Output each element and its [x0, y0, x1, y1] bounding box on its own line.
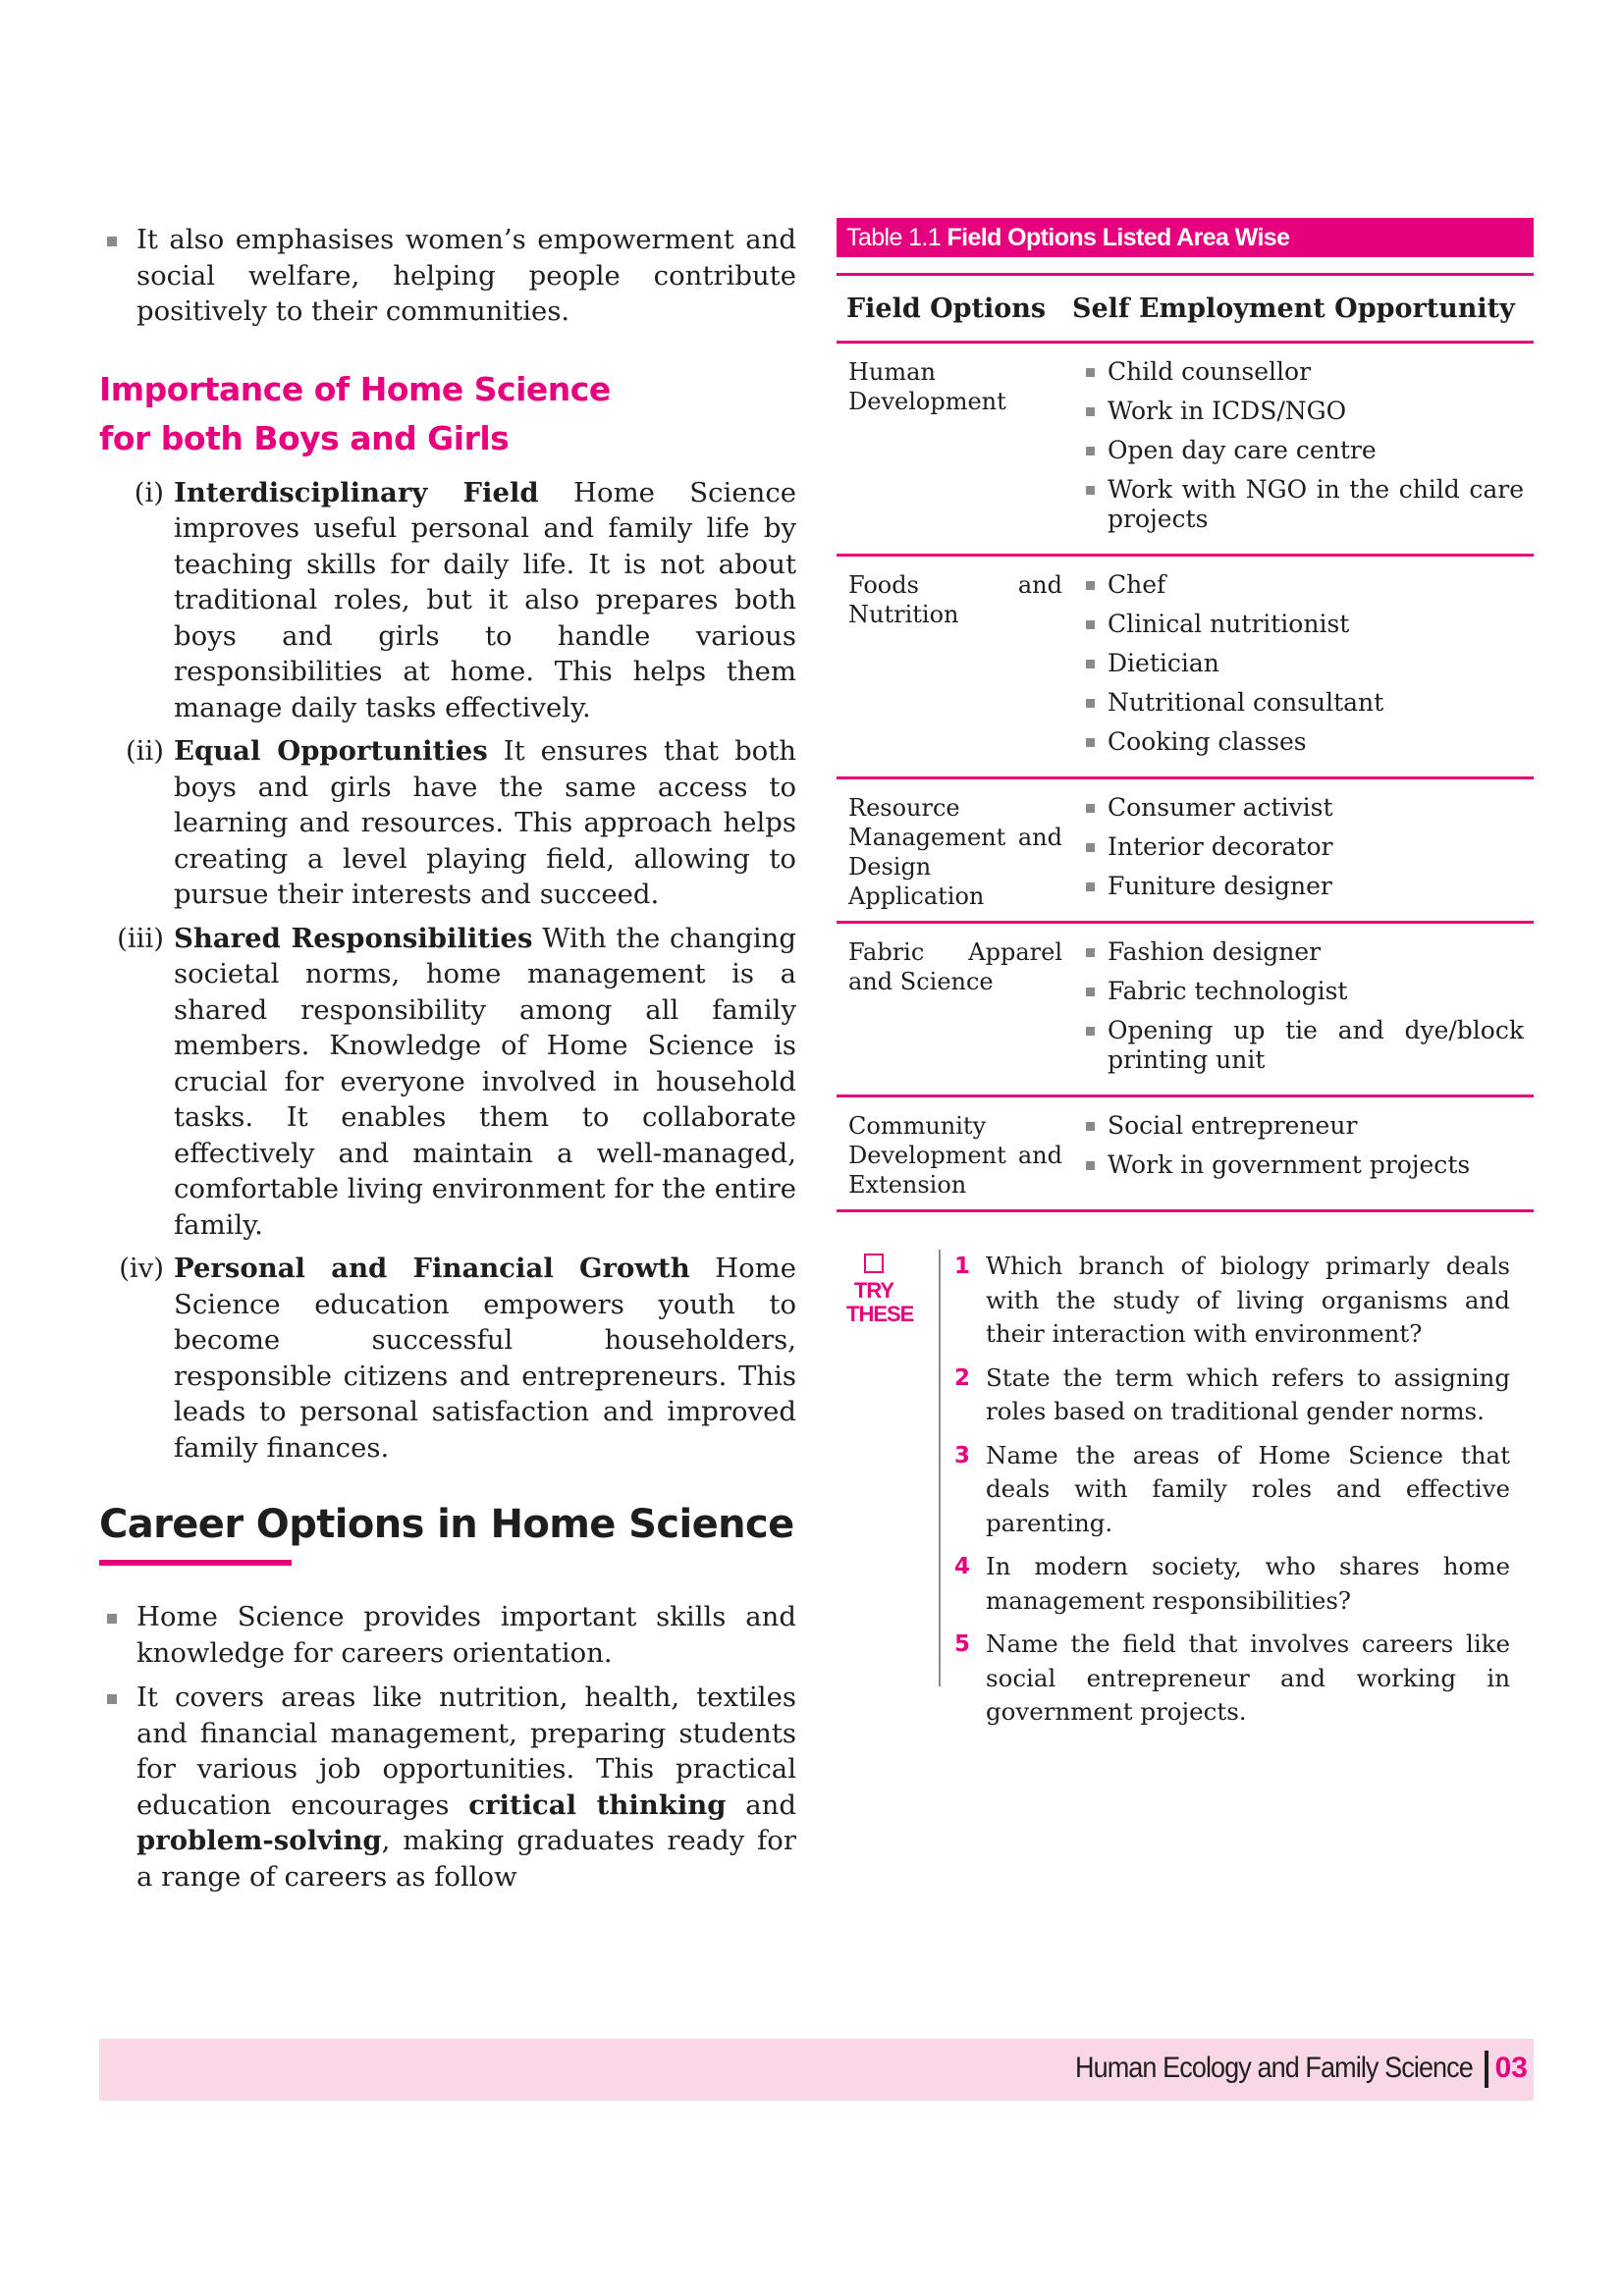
opportunity-text: Work in government projects	[1108, 1150, 1471, 1179]
bullet-square-icon	[1086, 486, 1095, 495]
left-column	[99, 222, 796, 1903]
table-row	[837, 924, 1534, 1095]
question-item	[954, 1628, 1510, 1730]
table-label: Table 1.1	[846, 224, 942, 251]
try-these-box	[837, 1250, 1534, 1726]
bullet-square-icon	[1086, 882, 1095, 891]
opportunity-text: Nutritional consultant	[1108, 688, 1384, 717]
table-header-row	[837, 276, 1534, 341]
opportunity-text: Consumer activist	[1108, 793, 1333, 822]
career-heading-block	[99, 1499, 796, 1566]
item-title: Equal Opportunities	[174, 735, 488, 767]
question-text: State the term which refers to assigning roles based on traditional gender norms.	[986, 1362, 1510, 1425]
field-name: Community Development and Extension	[848, 1112, 1062, 1199]
importance-item	[99, 1251, 796, 1466]
career-bullet-text: , making graduates ready for a range of careers as follow	[136, 1825, 796, 1893]
question-text: Which branch of biology primarly deals with the study of living organisms and their interaction with environment?	[986, 1252, 1510, 1348]
opportunity-text: Dietician	[1108, 649, 1219, 677]
career-bullet-text: Home Science provides important skills and knowledge for careers orientation.	[136, 1601, 796, 1669]
intro-bullet-text: It also emphasises women’s empowerment and social welfare, helping people contribute positively to their communities.	[136, 224, 796, 327]
opportunity-item	[1084, 475, 1524, 534]
career-bold-term: critical thinking	[468, 1789, 727, 1821]
item-title: Personal and Financial Growth	[174, 1253, 690, 1284]
opportunity-item	[1084, 1016, 1524, 1075]
checkbox-square-icon	[864, 1254, 884, 1273]
bullet-square-icon	[1086, 1027, 1095, 1036]
item-number: (iii)	[117, 922, 164, 954]
item-title: Interdisciplinary Field	[174, 476, 539, 508]
importance-item	[99, 921, 796, 1244]
table-header-field: Field Options	[846, 293, 1047, 324]
question-number: 1	[954, 1254, 971, 1279]
opportunity-text: Chef	[1108, 570, 1166, 599]
career-bullet-text: and	[726, 1789, 796, 1821]
item-text: It ensures that both boys and girls have the same access to learning and resources. This approach helps creating a level playing field, allowing to pursue their interests and succeed.	[174, 735, 796, 910]
question-text: Name the areas of Home Science that deals with family roles and effective parenting.	[986, 1440, 1510, 1537]
importance-item	[99, 733, 796, 913]
bullet-square-icon	[1086, 699, 1095, 708]
bullet-square-icon	[1086, 804, 1095, 813]
table-bottom-rule	[837, 1209, 1534, 1212]
item-title: Shared Responsibilities	[174, 922, 533, 954]
table-row	[837, 344, 1534, 554]
opportunity-text: Fashion designer	[1108, 937, 1322, 966]
question-item	[954, 1250, 1510, 1352]
field-name: Human Development	[848, 358, 1006, 415]
opportunity-text: Clinical nutritionist	[1108, 610, 1350, 638]
bullet-square-icon	[1086, 660, 1095, 668]
opportunity-item	[1084, 832, 1524, 862]
career-bold-term: problem-solving	[136, 1825, 382, 1856]
career-bullet-text: It covers areas like nutrition, health, textiles and financial management, preparing students for various job opportunities. This practical education encourages	[136, 1682, 796, 1821]
bullet-square-icon	[1086, 581, 1095, 590]
right-column	[837, 218, 1534, 1726]
bullet-square-icon	[1086, 620, 1095, 629]
table-title: Field Options Listed Area Wise	[947, 224, 1290, 251]
table-row	[837, 1097, 1534, 1209]
field-name: Foods and Nutrition	[848, 571, 1062, 628]
opportunity-item	[1084, 1150, 1524, 1180]
item-number: (ii)	[125, 735, 164, 767]
opportunity-list	[1062, 937, 1534, 1085]
opportunity-item	[1084, 1111, 1524, 1141]
question-item	[954, 1550, 1510, 1618]
item-number: (iv)	[119, 1253, 164, 1284]
importance-heading-line2: for both Boys and Girls	[99, 418, 510, 457]
opportunity-item	[1084, 357, 1524, 387]
try-label: TRY	[853, 1278, 894, 1303]
heading-underline	[99, 1560, 292, 1566]
opportunity-list	[1062, 570, 1534, 767]
opportunity-text: Open day care centre	[1108, 436, 1377, 464]
opportunity-item	[1084, 397, 1524, 426]
opportunity-item	[1084, 649, 1524, 678]
table-row	[837, 779, 1534, 921]
opportunity-item	[1084, 436, 1524, 465]
opportunity-list	[1062, 1111, 1534, 1200]
opportunity-text: Work in ICDS/NGO	[1108, 397, 1347, 425]
opportunity-item	[1084, 872, 1524, 901]
intro-bullet	[99, 222, 796, 330]
bullet-square-icon	[1086, 447, 1095, 455]
question-number: 3	[954, 1442, 971, 1468]
question-number: 2	[954, 1364, 971, 1391]
question-text: In modern society, who shares home management responsibilities?	[986, 1552, 1510, 1615]
opportunity-text: Opening up tie and dye/block printing unit	[1108, 1016, 1524, 1074]
opportunity-list	[1062, 357, 1534, 544]
footer-separator	[1485, 2051, 1488, 2088]
question-number: 4	[954, 1554, 971, 1579]
table-caption	[837, 218, 1534, 257]
opportunity-text: Fabric technologist	[1108, 977, 1348, 1005]
spacer	[837, 257, 1534, 273]
try-these-divider	[939, 1250, 941, 1686]
bullet-square-icon	[1086, 738, 1095, 747]
opportunity-item	[1084, 727, 1524, 757]
opportunity-list	[1062, 793, 1534, 911]
bullet-square-icon	[1086, 407, 1095, 416]
importance-item	[99, 475, 796, 726]
bullet-square-icon	[1086, 368, 1095, 377]
footer-book-title: Human Ecology and Family Science	[1075, 2052, 1473, 2084]
question-number: 5	[954, 1631, 971, 1657]
field-name: Resource Management and Design Application	[848, 794, 1062, 910]
item-text: With the changing societal norms, home management is a shared responsibility among all family members. Knowledge of Home Science is crucial for everyone involved in household tasks. It enables them to collaborate effectively and maintain a well-managed, comfortable living environment for the entire family.	[174, 922, 796, 1241]
opportunity-item	[1084, 937, 1524, 967]
these-label: THESE	[846, 1302, 914, 1326]
opportunity-text: Cooking classes	[1108, 727, 1307, 756]
opportunity-text: Social entrepreneur	[1108, 1111, 1358, 1140]
opportunity-text: Child counsellor	[1108, 357, 1312, 386]
opportunity-item	[1084, 570, 1524, 600]
bullet-square-icon	[1086, 948, 1095, 957]
item-number: (i)	[134, 476, 164, 508]
item-text: Home Science education empowers youth to become successful householders, responsible citizens and entrepreneurs. This leads to personal satisfaction and improved family finances.	[174, 1253, 796, 1464]
career-bullet	[99, 1680, 796, 1895]
question-text: Name the field that involves careers like social entrepreneur and working in government projects.	[986, 1629, 1510, 1726]
bullet-square-icon	[1086, 988, 1095, 996]
opportunity-text: Interior decorator	[1108, 832, 1333, 861]
importance-list	[99, 475, 796, 1467]
page-number: 03	[1494, 2052, 1528, 2084]
bullet-square-icon	[107, 1694, 117, 1704]
career-heading: Career Options in Home Science	[99, 1502, 794, 1547]
field-name: Fabric Apparel and Science	[848, 938, 1062, 995]
career-bullet	[99, 1599, 796, 1671]
opportunity-item	[1084, 793, 1524, 823]
question-list	[954, 1250, 1510, 1739]
opportunity-text: Funiture designer	[1108, 872, 1332, 900]
footer-band	[99, 2039, 1534, 2101]
table-row	[837, 557, 1534, 776]
bullet-square-icon	[1086, 1161, 1095, 1170]
bullet-square-icon	[107, 237, 117, 246]
importance-heading	[99, 365, 796, 463]
question-item	[954, 1362, 1510, 1429]
opportunity-item	[1084, 977, 1524, 1006]
opportunity-item	[1084, 610, 1524, 639]
opportunity-item	[1084, 688, 1524, 718]
bullet-square-icon	[1086, 1122, 1095, 1131]
opportunity-text: Work with NGO in the child care projects	[1108, 475, 1524, 533]
table-header-opportunity: Self Employment Opportunity	[1072, 293, 1515, 324]
importance-heading-line1: Importance of Home Science	[99, 369, 611, 408]
bullet-square-icon	[1086, 843, 1095, 852]
item-text: Home Science improves useful personal and family life by teaching skills for daily life. It is not about traditional roles, but it also prepares both boys and girls to handle various responsibilities at home. This helps them manage daily tasks effectively.	[174, 476, 796, 723]
bullet-square-icon	[107, 1614, 117, 1624]
question-item	[954, 1439, 1510, 1541]
try-these-badge	[846, 1254, 914, 1326]
